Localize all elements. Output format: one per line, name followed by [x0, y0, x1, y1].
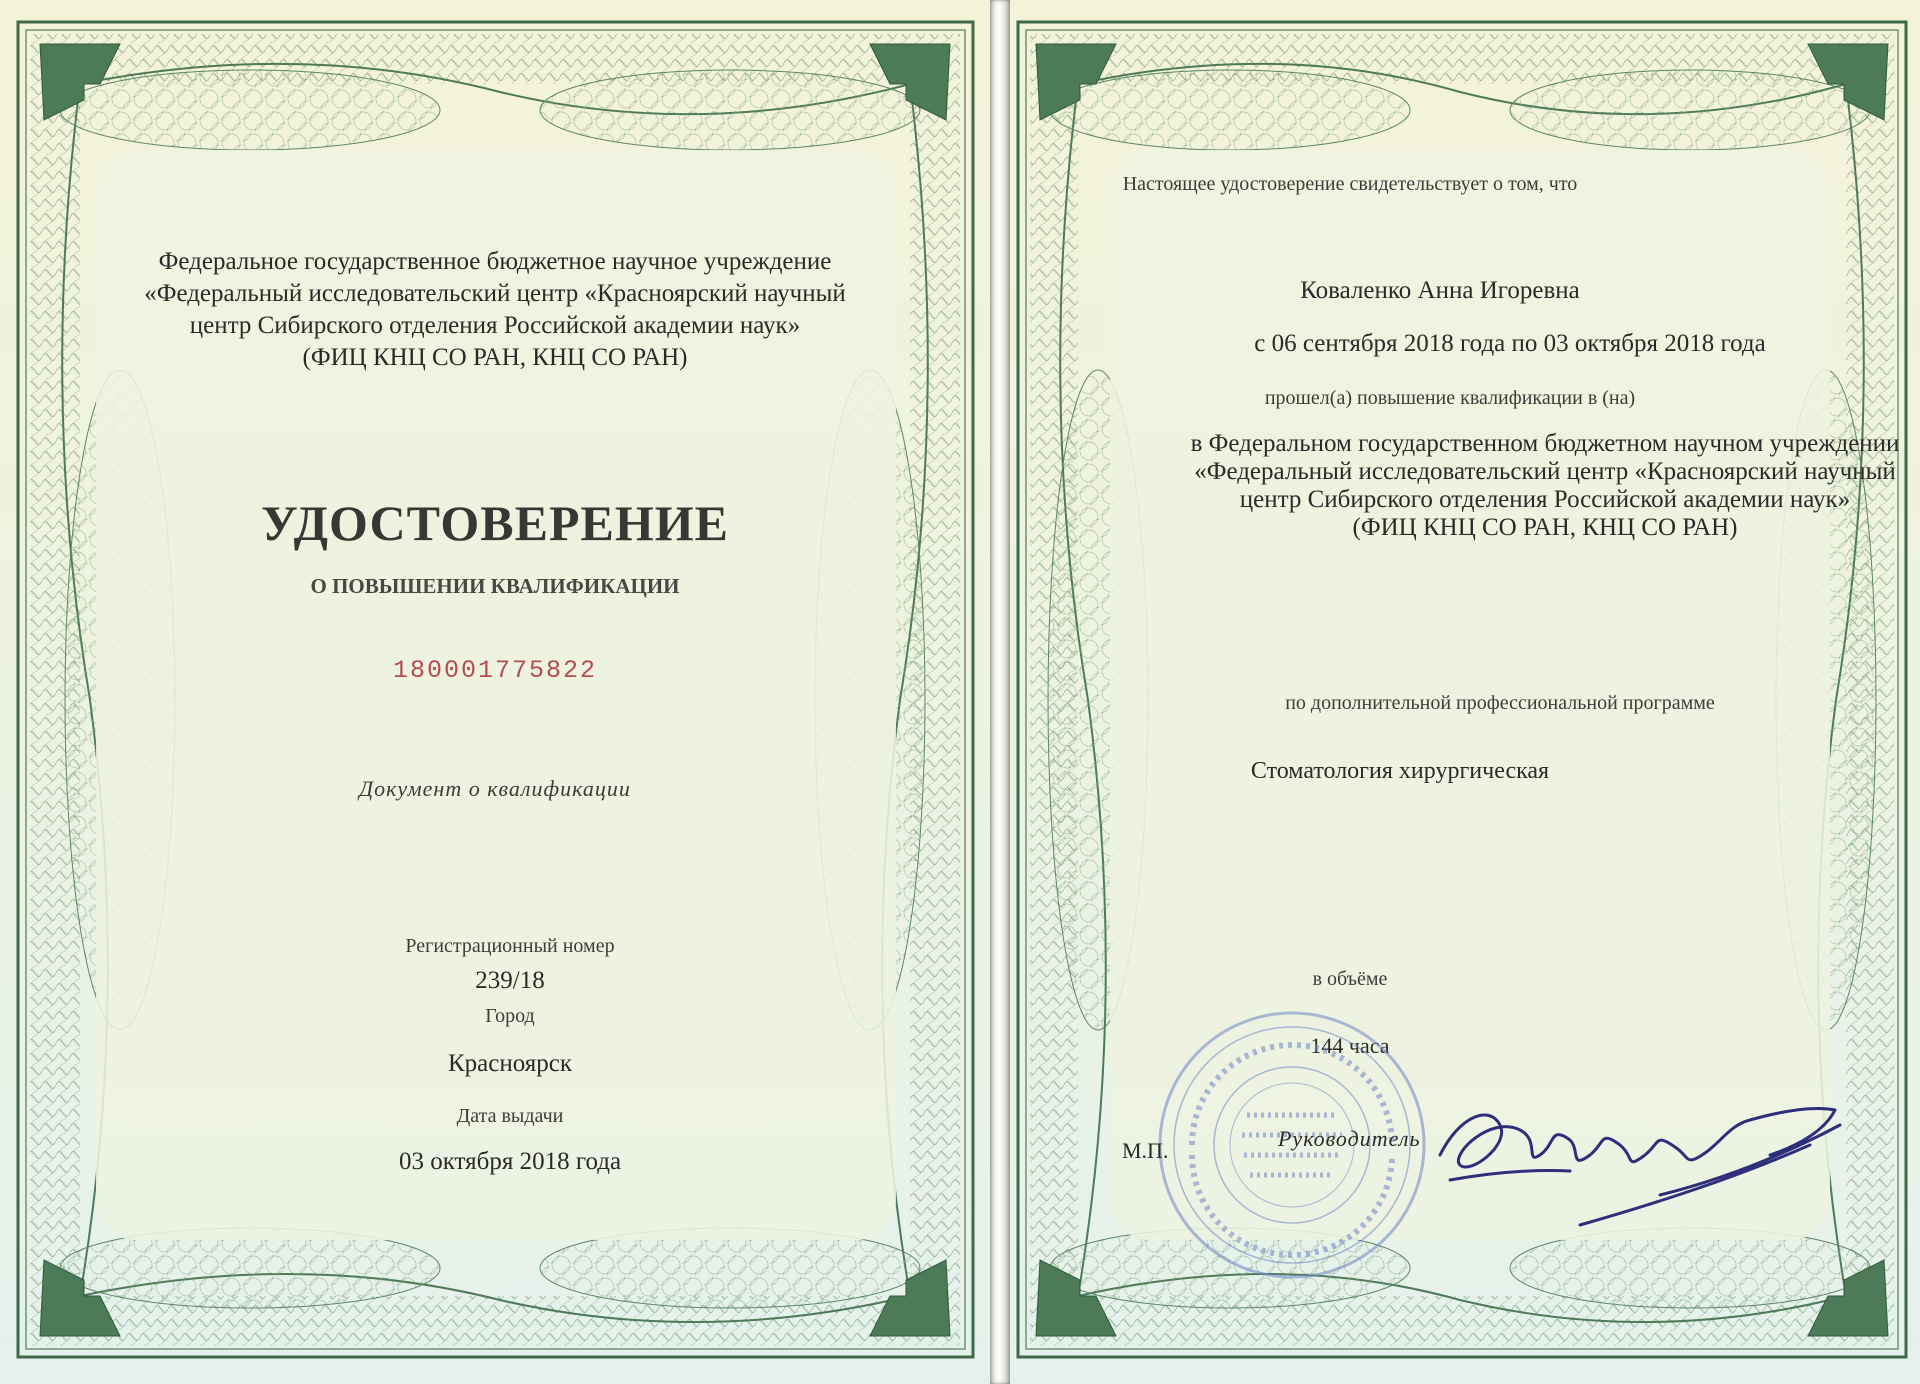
head-label: Руководитель: [1278, 1126, 1421, 1151]
issuer-block: [0, 246, 990, 374]
document-kind: Документ о квалификации: [359, 776, 631, 801]
city-value: Красноярск: [447, 1050, 572, 1077]
certificate-subtitle: О ПОВЫШЕНИИ КВАЛИФИКАЦИИ: [310, 574, 680, 598]
volume-label: в объёме: [1312, 968, 1388, 990]
registration-number: 239/18: [475, 967, 545, 994]
head-signature: [1430, 1085, 1850, 1235]
registration-label: Регистрационный номер: [405, 935, 615, 957]
issuer-line: центр Сибирского отделения Российской академии наук»: [189, 312, 801, 339]
hours-value: 144 часа: [1310, 1033, 1390, 1058]
training-period: с 06 сентября 2018 года по 03 октября 2018 года: [1254, 330, 1766, 357]
certificate-title: УДОСТОВЕРЕНИЕ: [261, 495, 729, 551]
program-name: Стоматология хирургическая: [1250, 758, 1550, 784]
issuer-line: Федеральное государственное бюджетное научное учреждение: [158, 248, 832, 275]
issue-date: 03 октября 2018 года: [398, 1148, 622, 1175]
institution-line: в Федеральном государственном бюджетном научном учреждении: [1190, 430, 1900, 457]
issuer-line: «Федеральный исследовательский центр «Красноярский научный: [144, 280, 846, 307]
issue-date-label: Дата выдачи: [456, 1105, 564, 1127]
official-stamp: [1152, 1005, 1452, 1305]
seal-place-label: М.П.: [1122, 1138, 1169, 1163]
city-label: Город: [485, 1005, 535, 1027]
intro-text: Настоящее удостоверение свидетельствует о том, что: [1122, 173, 1578, 195]
institution-line: «Федеральный исследовательский центр «Красноярский научный: [1194, 458, 1896, 485]
institution-block: [1010, 430, 1920, 542]
serial-number: 180001775822: [392, 656, 598, 685]
program-label: по дополнительной профессиональной программе: [1285, 692, 1715, 714]
institution-line: центр Сибирского отделения Российской академии наук»: [1239, 486, 1851, 513]
passed-text: прошел(а) повышение квалификации в (на): [1264, 387, 1636, 409]
binding-spine: [990, 0, 1010, 1384]
holder-name: Коваленко Анна Игоревна: [1300, 277, 1580, 304]
institution-line: (ФИЦ КНЦ СО РАН, КНЦ СО РАН): [1352, 514, 1738, 541]
issuer-line: (ФИЦ КНЦ СО РАН, КНЦ СО РАН): [302, 344, 688, 371]
